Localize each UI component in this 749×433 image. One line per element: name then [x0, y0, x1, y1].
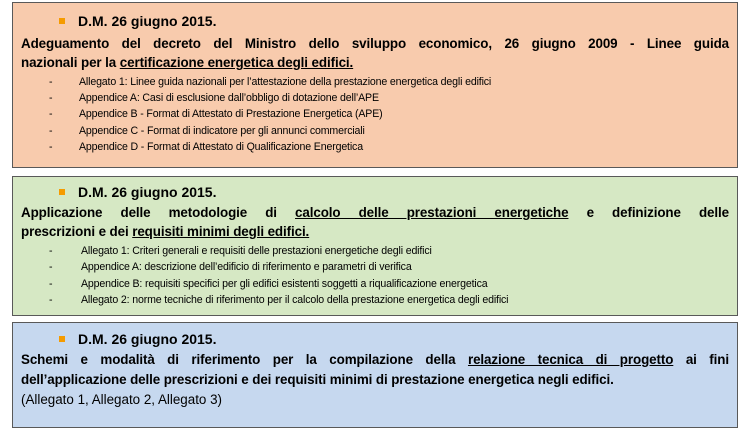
square-bullet-icon: [59, 18, 65, 24]
section-header: [13, 12, 737, 30]
list-item-text: Allegato 1: Criteri generali e requisiti delle prestazioni energetiche degli edifici: [81, 245, 432, 257]
title-underlined-text: relazione tecnica di progetto: [467, 352, 674, 367]
title-text: Schemi e modalità di riferimento per la compilazione della: [21, 352, 468, 367]
section-header: [13, 330, 737, 348]
section-prestazioni: [12, 176, 738, 316]
dash-marker: -: [49, 294, 53, 307]
attachment-list: [13, 243, 737, 309]
list-item-text: Appendice D - Format di Attestato di Qualificazione Energetica: [79, 140, 363, 153]
title-text: prescrizioni e dei: [21, 224, 133, 239]
list-item-text: Allegato 1: Linee guida nazionali per l’attestazione della prestazione energetica degli edifici: [79, 76, 492, 88]
list-item-text: Appendice A: descrizione dell’edificio di riferimento e parametri di verifica: [81, 261, 412, 274]
title-text: e definizione delle: [568, 205, 729, 220]
header-text: D.M. 26 giugno 2015.: [78, 13, 217, 29]
dash-marker: -: [49, 261, 53, 274]
list-item-text: Appendice C - Format di indicatore per gli annunci commerciali: [79, 124, 365, 137]
list-item: [13, 123, 737, 139]
dash-marker: -: [49, 277, 53, 290]
dash-marker: -: [49, 140, 53, 153]
attachments-note: (Allegato 1, Allegato 2, Allegato 3): [21, 392, 222, 407]
section-title: [13, 203, 737, 241]
list-item: [13, 139, 737, 155]
title-line: dell’applicazione delle prescrizioni e dei requisiti minimi di prestazione energetica negli edifici.: [21, 372, 614, 387]
header-text: D.M. 26 giugno 2015.: [78, 331, 217, 347]
list-item: [13, 243, 737, 259]
title-underlined-text: calcolo delle prestazioni energetiche: [295, 205, 569, 220]
square-bullet-icon: [59, 189, 65, 195]
section-title: [13, 350, 737, 390]
section-certificazione: [12, 2, 738, 168]
list-item: [13, 292, 737, 308]
list-item: [13, 276, 737, 292]
list-item-text: Allegato 2: norme tecniche di riferimento per il calcolo della prestazione energetica degli edifici: [81, 294, 509, 307]
list-item-text: Appendice B: requisiti specifici per gli edifici esistenti soggetti a riqualificazione energetica: [81, 277, 488, 290]
square-bullet-icon: [59, 336, 65, 342]
title-line: [21, 53, 729, 72]
list-item-text: Appendice B - Format di Attestato di Prestazione Energetica (APE): [79, 108, 383, 121]
dash-marker: -: [49, 108, 53, 121]
list-item: [13, 106, 737, 122]
title-text: ai fini: [673, 352, 729, 367]
list-item: [13, 74, 737, 90]
dash-marker: -: [49, 76, 53, 88]
title-underlined-text: certificazione energetica degli edifici.: [119, 55, 354, 70]
section-relazione-tecnica: [12, 322, 738, 428]
title-underlined-text: requisiti minimi degli edifici.: [132, 224, 310, 239]
section-title: [13, 34, 737, 72]
section-header: [13, 183, 737, 201]
title-line: Adeguamento del decreto del Ministro dello sviluppo economico, 26 giugno 2009 - Linee guida: [21, 36, 729, 51]
dash-marker: -: [49, 245, 53, 257]
header-text: D.M. 26 giugno 2015.: [78, 184, 217, 200]
dash-marker: -: [49, 92, 53, 105]
title-text: nazionali per la: [21, 55, 120, 70]
title-line: [21, 203, 729, 222]
title-line: [21, 222, 729, 241]
dash-marker: -: [49, 124, 53, 137]
list-item: [13, 259, 737, 275]
title-text: Applicazione delle metodologie di: [21, 205, 296, 220]
title-line: [21, 350, 729, 370]
attachment-list: [13, 74, 737, 155]
list-item: [13, 90, 737, 106]
list-item-text: Appendice A: Casi di esclusione dall’obbligo di dotazione dell’APE: [79, 92, 379, 105]
